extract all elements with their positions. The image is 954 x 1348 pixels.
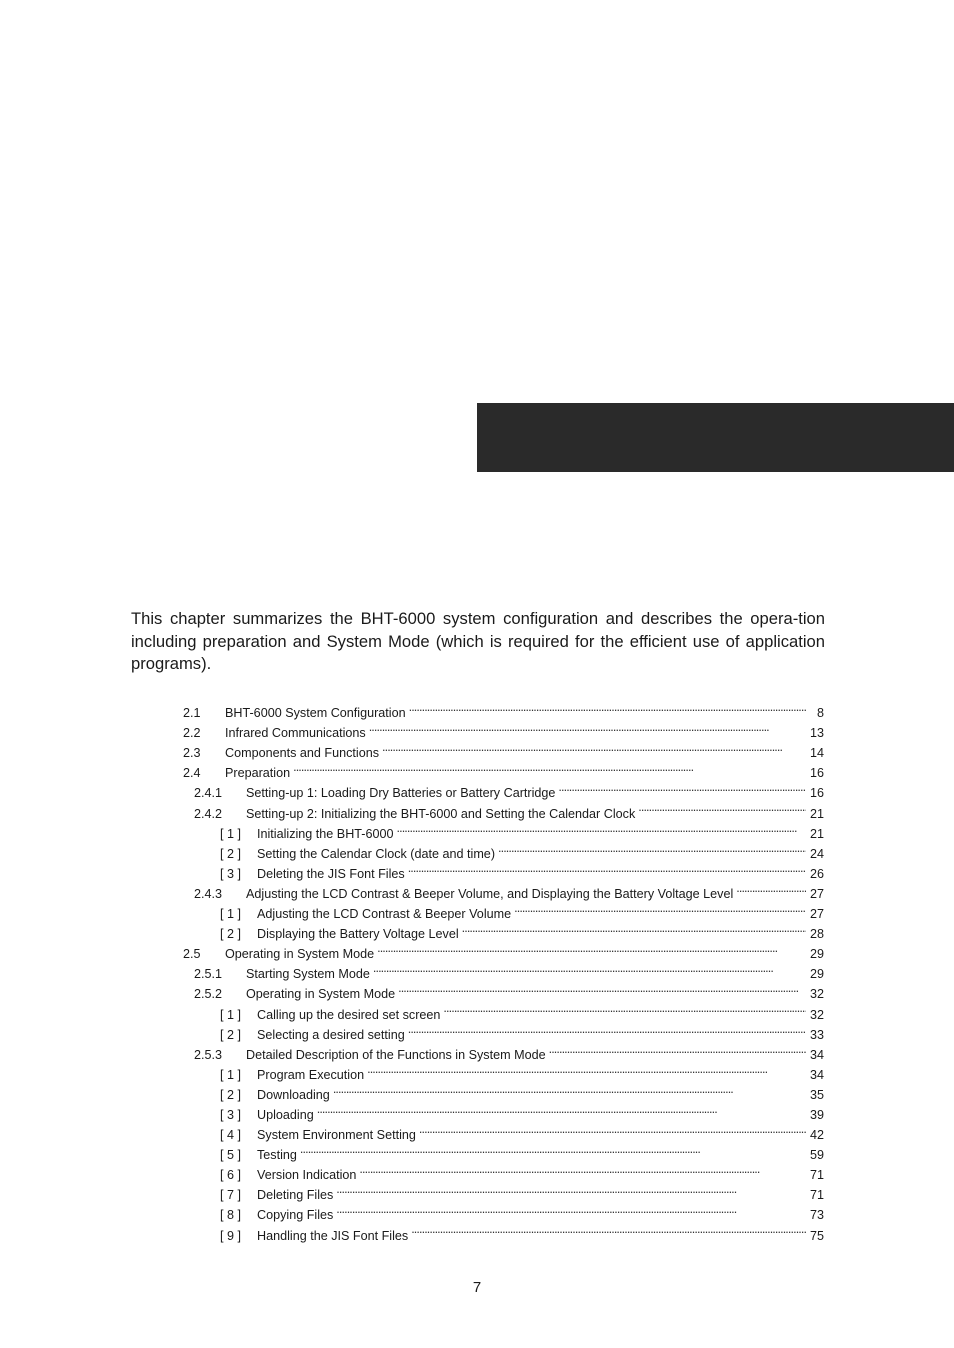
toc-dot-leader [398, 978, 806, 998]
toc-entry-number: [ 4 ] [220, 1128, 241, 1143]
toc-entry-title: Detailed Description of the Functions in System Mode [246, 1047, 546, 1062]
chapter-intro: This chapter summarizes the BHT-6000 system configuration and describes the opera-tion including preparation and System Mode (which is required for the efficient use of application programs). [131, 609, 825, 674]
toc-entry-number: 2.5.1 [194, 967, 223, 982]
toc-dot-leader [367, 1059, 806, 1079]
toc-entry-number: 2.2 [183, 726, 201, 741]
toc-entry[interactable] [183, 1099, 824, 1122]
toc-dot-leader [293, 757, 806, 777]
toc-entry-title: Version Indication [257, 1168, 357, 1183]
toc-entry-title: Setting-up 2: Initializing the BHT-6000 and Setting the Calendar Clock [246, 806, 636, 821]
toc-entry-number: [ 1 ] [220, 907, 241, 922]
toc-dot-leader [408, 1019, 806, 1039]
toc-entry-number: 2.5 [183, 947, 201, 962]
toc-entry[interactable] [183, 818, 824, 841]
toc-entry-page: 16 [809, 766, 824, 781]
toc-dot-leader [382, 737, 806, 757]
toc-entry[interactable] [183, 1159, 824, 1183]
toc-entry-page: 21 [809, 826, 824, 841]
toc-entry-number: 2.1 [183, 706, 201, 721]
toc-entry-page: 27 [809, 886, 824, 901]
toc-entry-number: 2.5.3 [194, 1047, 223, 1062]
toc-dot-leader [359, 1159, 806, 1179]
toc-entry-page: 34 [809, 1067, 824, 1082]
table-of-contents [183, 697, 824, 1243]
toc-entry-title: Setting the Calendar Clock (date and time) [257, 846, 496, 861]
toc-entry-number: [ 7 ] [220, 1188, 241, 1203]
toc-entry-number: [ 3 ] [220, 1107, 241, 1122]
toc-entry[interactable] [183, 958, 824, 982]
toc-entry-page: 26 [809, 866, 824, 881]
toc-entry-title: Uploading [257, 1107, 314, 1122]
toc-entry-title: Setting-up 1: Loading Dry Batteries or Battery Cartridge [246, 786, 556, 801]
toc-entry-title: Selecting a desired setting [257, 1027, 405, 1042]
toc-entry-number: 2.4.2 [194, 806, 223, 821]
toc-entry-title: Infrared Communications [225, 726, 366, 741]
toc-dot-leader [300, 1139, 806, 1159]
toc-entry[interactable] [183, 717, 824, 741]
toc-entry-number: [ 8 ] [220, 1208, 241, 1223]
toc-dot-leader [336, 1179, 806, 1199]
toc-entry-page: 32 [809, 987, 824, 1002]
toc-dot-leader [411, 1219, 806, 1239]
toc-entry-page: 21 [809, 806, 824, 821]
toc-entry-number: [ 1 ] [220, 826, 241, 841]
toc-entry-title: Calling up the desired set screen [257, 1007, 441, 1022]
toc-entry[interactable] [183, 1139, 824, 1163]
toc-entry-page: 29 [809, 967, 824, 982]
toc-entry-page: 28 [809, 927, 824, 942]
toc-entry[interactable] [183, 938, 824, 962]
toc-entry-page: 34 [809, 1047, 824, 1062]
toc-entry[interactable] [183, 1199, 824, 1223]
toc-entry-title: Initializing the BHT-6000 [257, 826, 394, 841]
toc-entry-number: [ 2 ] [220, 1087, 241, 1102]
toc-entry-title: Adjusting the LCD Contrast & Beeper Volume [257, 907, 512, 922]
toc-entry[interactable] [183, 998, 824, 1022]
toc-entry-title: Deleting Files [257, 1188, 334, 1203]
toc-entry-number: [ 1 ] [220, 1007, 241, 1022]
toc-entry[interactable] [183, 797, 824, 821]
toc-entry-number: 2.3 [183, 746, 201, 761]
toc-dot-leader [408, 858, 806, 878]
toc-entry-page: 32 [809, 1007, 824, 1022]
toc-entry-page: 13 [809, 726, 824, 741]
toc-entry[interactable] [183, 737, 824, 761]
toc-entry-title: Displaying the Battery Voltage Level [257, 927, 459, 942]
toc-dot-leader [549, 1039, 806, 1059]
toc-entry-number: [ 6 ] [220, 1168, 241, 1183]
page-number: 7 [472, 1279, 482, 1296]
toc-dot-leader [333, 1079, 806, 1099]
toc-entry-number: [ 2 ] [220, 846, 241, 861]
toc-entry-title: System Environment Setting [257, 1128, 416, 1143]
toc-entry-title: Downloading [257, 1087, 330, 1102]
toc-entry-number: 2.5.2 [194, 987, 223, 1002]
toc-entry-page: 75 [809, 1228, 824, 1243]
toc-entry-page: 35 [809, 1087, 824, 1102]
toc-entry[interactable] [183, 1119, 824, 1143]
toc-entry[interactable] [183, 918, 824, 942]
toc-entry-page: 24 [809, 846, 824, 861]
toc-entry-number: 2.4.1 [194, 786, 223, 801]
toc-entry-page: 33 [809, 1027, 824, 1042]
toc-entry-title: Handling the JIS Font Files [257, 1228, 409, 1243]
toc-entry-title: Operating in System Mode [225, 947, 375, 962]
toc-entry-page: 29 [809, 947, 824, 962]
toc-entry[interactable] [183, 697, 824, 721]
toc-entry[interactable] [183, 1219, 824, 1243]
toc-dot-leader [638, 797, 806, 817]
toc-entry-page: 14 [809, 746, 824, 761]
toc-entry[interactable] [183, 777, 824, 801]
toc-dot-leader [317, 1099, 806, 1119]
toc-dot-leader [558, 777, 806, 797]
toc-dot-leader [736, 878, 806, 898]
toc-dot-leader [514, 898, 806, 918]
toc-entry[interactable] [183, 838, 824, 861]
toc-entry-title: Program Execution [257, 1067, 365, 1082]
toc-entry[interactable] [183, 1079, 824, 1102]
toc-entry-title: Adjusting the LCD Contrast & Beeper Volume, and Displaying the Battery Voltage Level [246, 886, 734, 901]
toc-dot-leader [462, 918, 806, 938]
toc-dot-leader [336, 1199, 806, 1219]
toc-entry-page: 71 [809, 1168, 824, 1183]
toc-entry[interactable] [183, 757, 824, 781]
toc-dot-leader [419, 1119, 806, 1139]
toc-entry[interactable] [183, 978, 824, 1002]
toc-dot-leader [377, 938, 806, 958]
toc-dot-leader [373, 958, 806, 978]
toc-entry-page: 71 [809, 1188, 824, 1203]
toc-entry[interactable] [183, 1059, 824, 1082]
toc-entry-title: Components and Functions [225, 746, 380, 761]
toc-entry-number: [ 9 ] [220, 1228, 241, 1243]
toc-dot-leader [369, 717, 806, 737]
toc-dot-leader [443, 998, 806, 1018]
toc-entry-number: [ 1 ] [220, 1067, 241, 1082]
toc-entry-title: Operating in System Mode [246, 987, 396, 1002]
toc-entry-title: Deleting the JIS Font Files [257, 866, 405, 881]
toc-entry-title: Preparation [225, 766, 291, 781]
chapter-banner [477, 403, 954, 472]
toc-dot-leader [409, 697, 806, 717]
toc-entry-page: 42 [809, 1128, 824, 1143]
toc-entry-number: [ 5 ] [220, 1148, 241, 1163]
toc-entry-title: Copying Files [257, 1208, 334, 1223]
toc-entry-title: Testing [257, 1148, 297, 1163]
toc-entry-number: [ 2 ] [220, 927, 241, 942]
toc-entry-number: 2.4.3 [194, 886, 223, 901]
toc-entry-page: 59 [809, 1148, 824, 1163]
toc-entry[interactable] [183, 1179, 824, 1203]
toc-entry[interactable] [183, 878, 824, 901]
toc-entry-title: BHT-6000 System Configuration [225, 706, 406, 721]
toc-entry[interactable] [183, 858, 824, 881]
toc-entry-number: 2.4 [183, 766, 201, 781]
toc-entry[interactable] [183, 1039, 824, 1062]
toc-dot-leader [397, 818, 806, 838]
toc-entry-page: 16 [809, 786, 824, 801]
toc-entry-number: [ 2 ] [220, 1027, 241, 1042]
toc-entry-page: 27 [809, 907, 824, 922]
toc-entry[interactable] [183, 898, 824, 922]
toc-entry-page: 73 [809, 1208, 824, 1223]
toc-entry-page: 39 [809, 1107, 824, 1122]
toc-entry-number: [ 3 ] [220, 866, 241, 881]
toc-entry-title: Starting System Mode [246, 967, 370, 982]
toc-entry-page: 8 [816, 706, 824, 721]
toc-dot-leader [498, 838, 806, 858]
toc-entry[interactable] [183, 1019, 824, 1042]
